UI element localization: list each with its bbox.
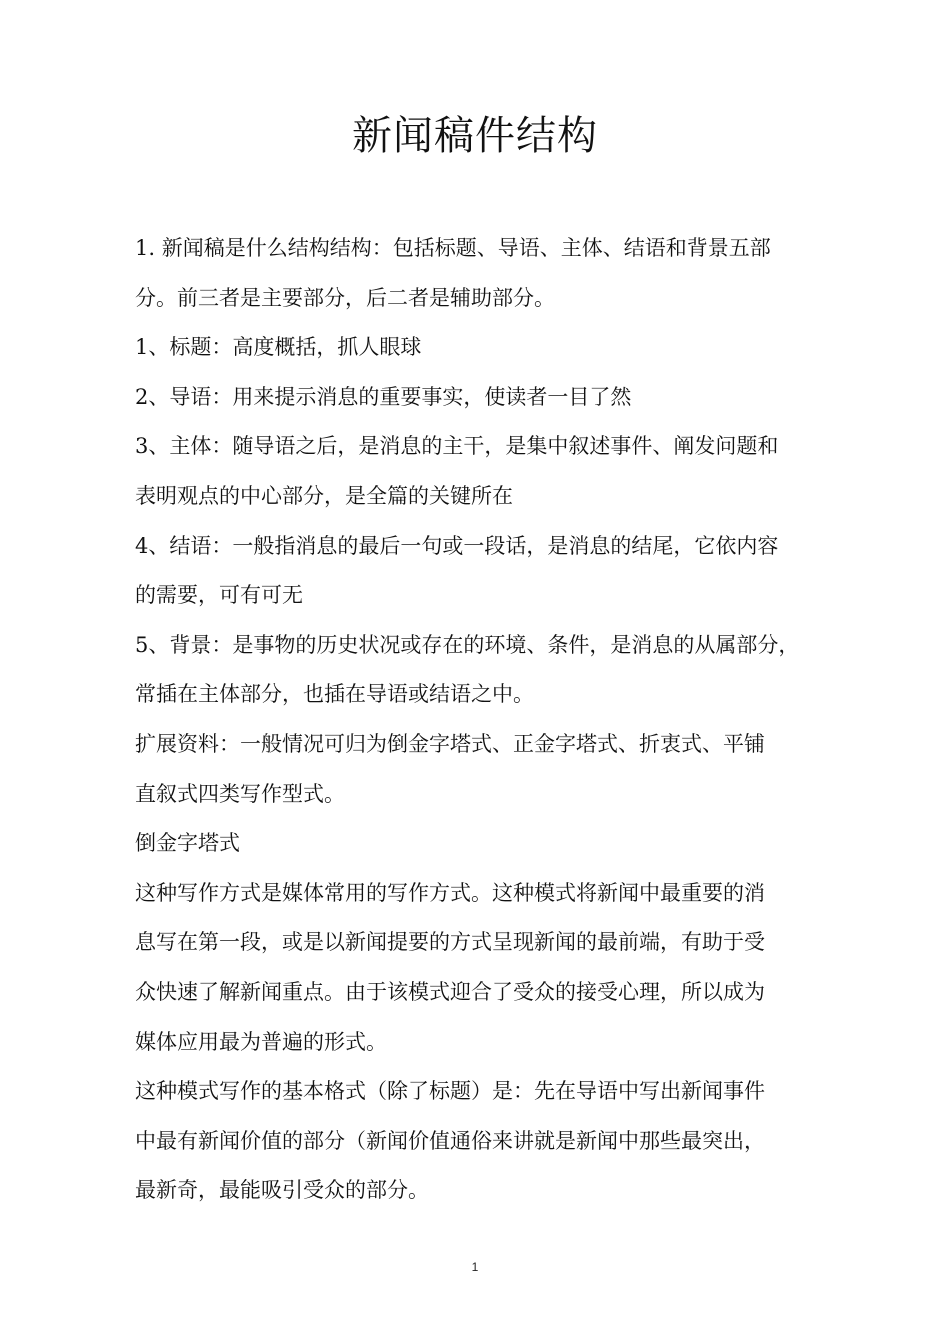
body-line: 的需要，可有可无: [135, 583, 303, 608]
body-line: 扩展资料：一般情况可归为倒金字塔式、正金字塔式、折衷式、平铺: [135, 731, 765, 756]
body-line: 这种写作方式是媒体常用的写作方式。这种模式将新闻中最重要的消: [135, 880, 765, 905]
document-body: [135, 224, 835, 1216]
page-number: 1: [471, 1260, 479, 1274]
body-line: 媒体应用最为普遍的形式。: [135, 1029, 387, 1054]
body-line: 息写在第一段，或是以新闻提要的方式呈现新闻的最前端，有助于受: [135, 930, 765, 955]
body-line: 2、导语：用来提示消息的重要事实，使读者一目了然: [135, 384, 632, 409]
body-line: 1. 新闻稿是什么结构结构：包括标题、导语、主体、结语和背景五部: [135, 236, 771, 260]
body-line: 3、主体：随导语之后，是消息的主干，是集中叙述事件、阐发问题和: [135, 434, 779, 459]
body-line: 直叙式四类写作型式。: [135, 781, 345, 806]
body-line: 众快速了解新闻重点。由于该模式迎合了受众的接受心理，所以成为: [135, 979, 765, 1004]
body-line: 5、背景：是事物的历史状况或存在的环境、条件，是消息的从属部分，: [135, 632, 800, 657]
body-line: 分。前三者是主要部分，后二者是辅助部分。: [135, 285, 555, 310]
body-line: 4、结语：一般指消息的最后一句或一段话，是消息的结尾，它依内容: [135, 533, 779, 558]
body-line: 这种模式写作的基本格式（除了标题）是：先在导语中写出新闻事件: [135, 1079, 765, 1104]
body-line: 倒金字塔式: [135, 831, 240, 856]
body-line: 表明观点的中心部分，是全篇的关键所在: [135, 483, 513, 508]
body-line: 中最有新闻价值的部分（新闻价值通俗来讲就是新闻中那些最突出，: [135, 1128, 765, 1153]
body-line: 常插在主体部分，也插在导语或结语之中。: [135, 682, 534, 707]
document-title: 新闻稿件结构: [352, 113, 598, 159]
body-line: 1、标题：高度概括，抓人眼球: [135, 335, 422, 360]
body-line: 最新奇，最能吸引受众的部分。: [135, 1178, 429, 1203]
